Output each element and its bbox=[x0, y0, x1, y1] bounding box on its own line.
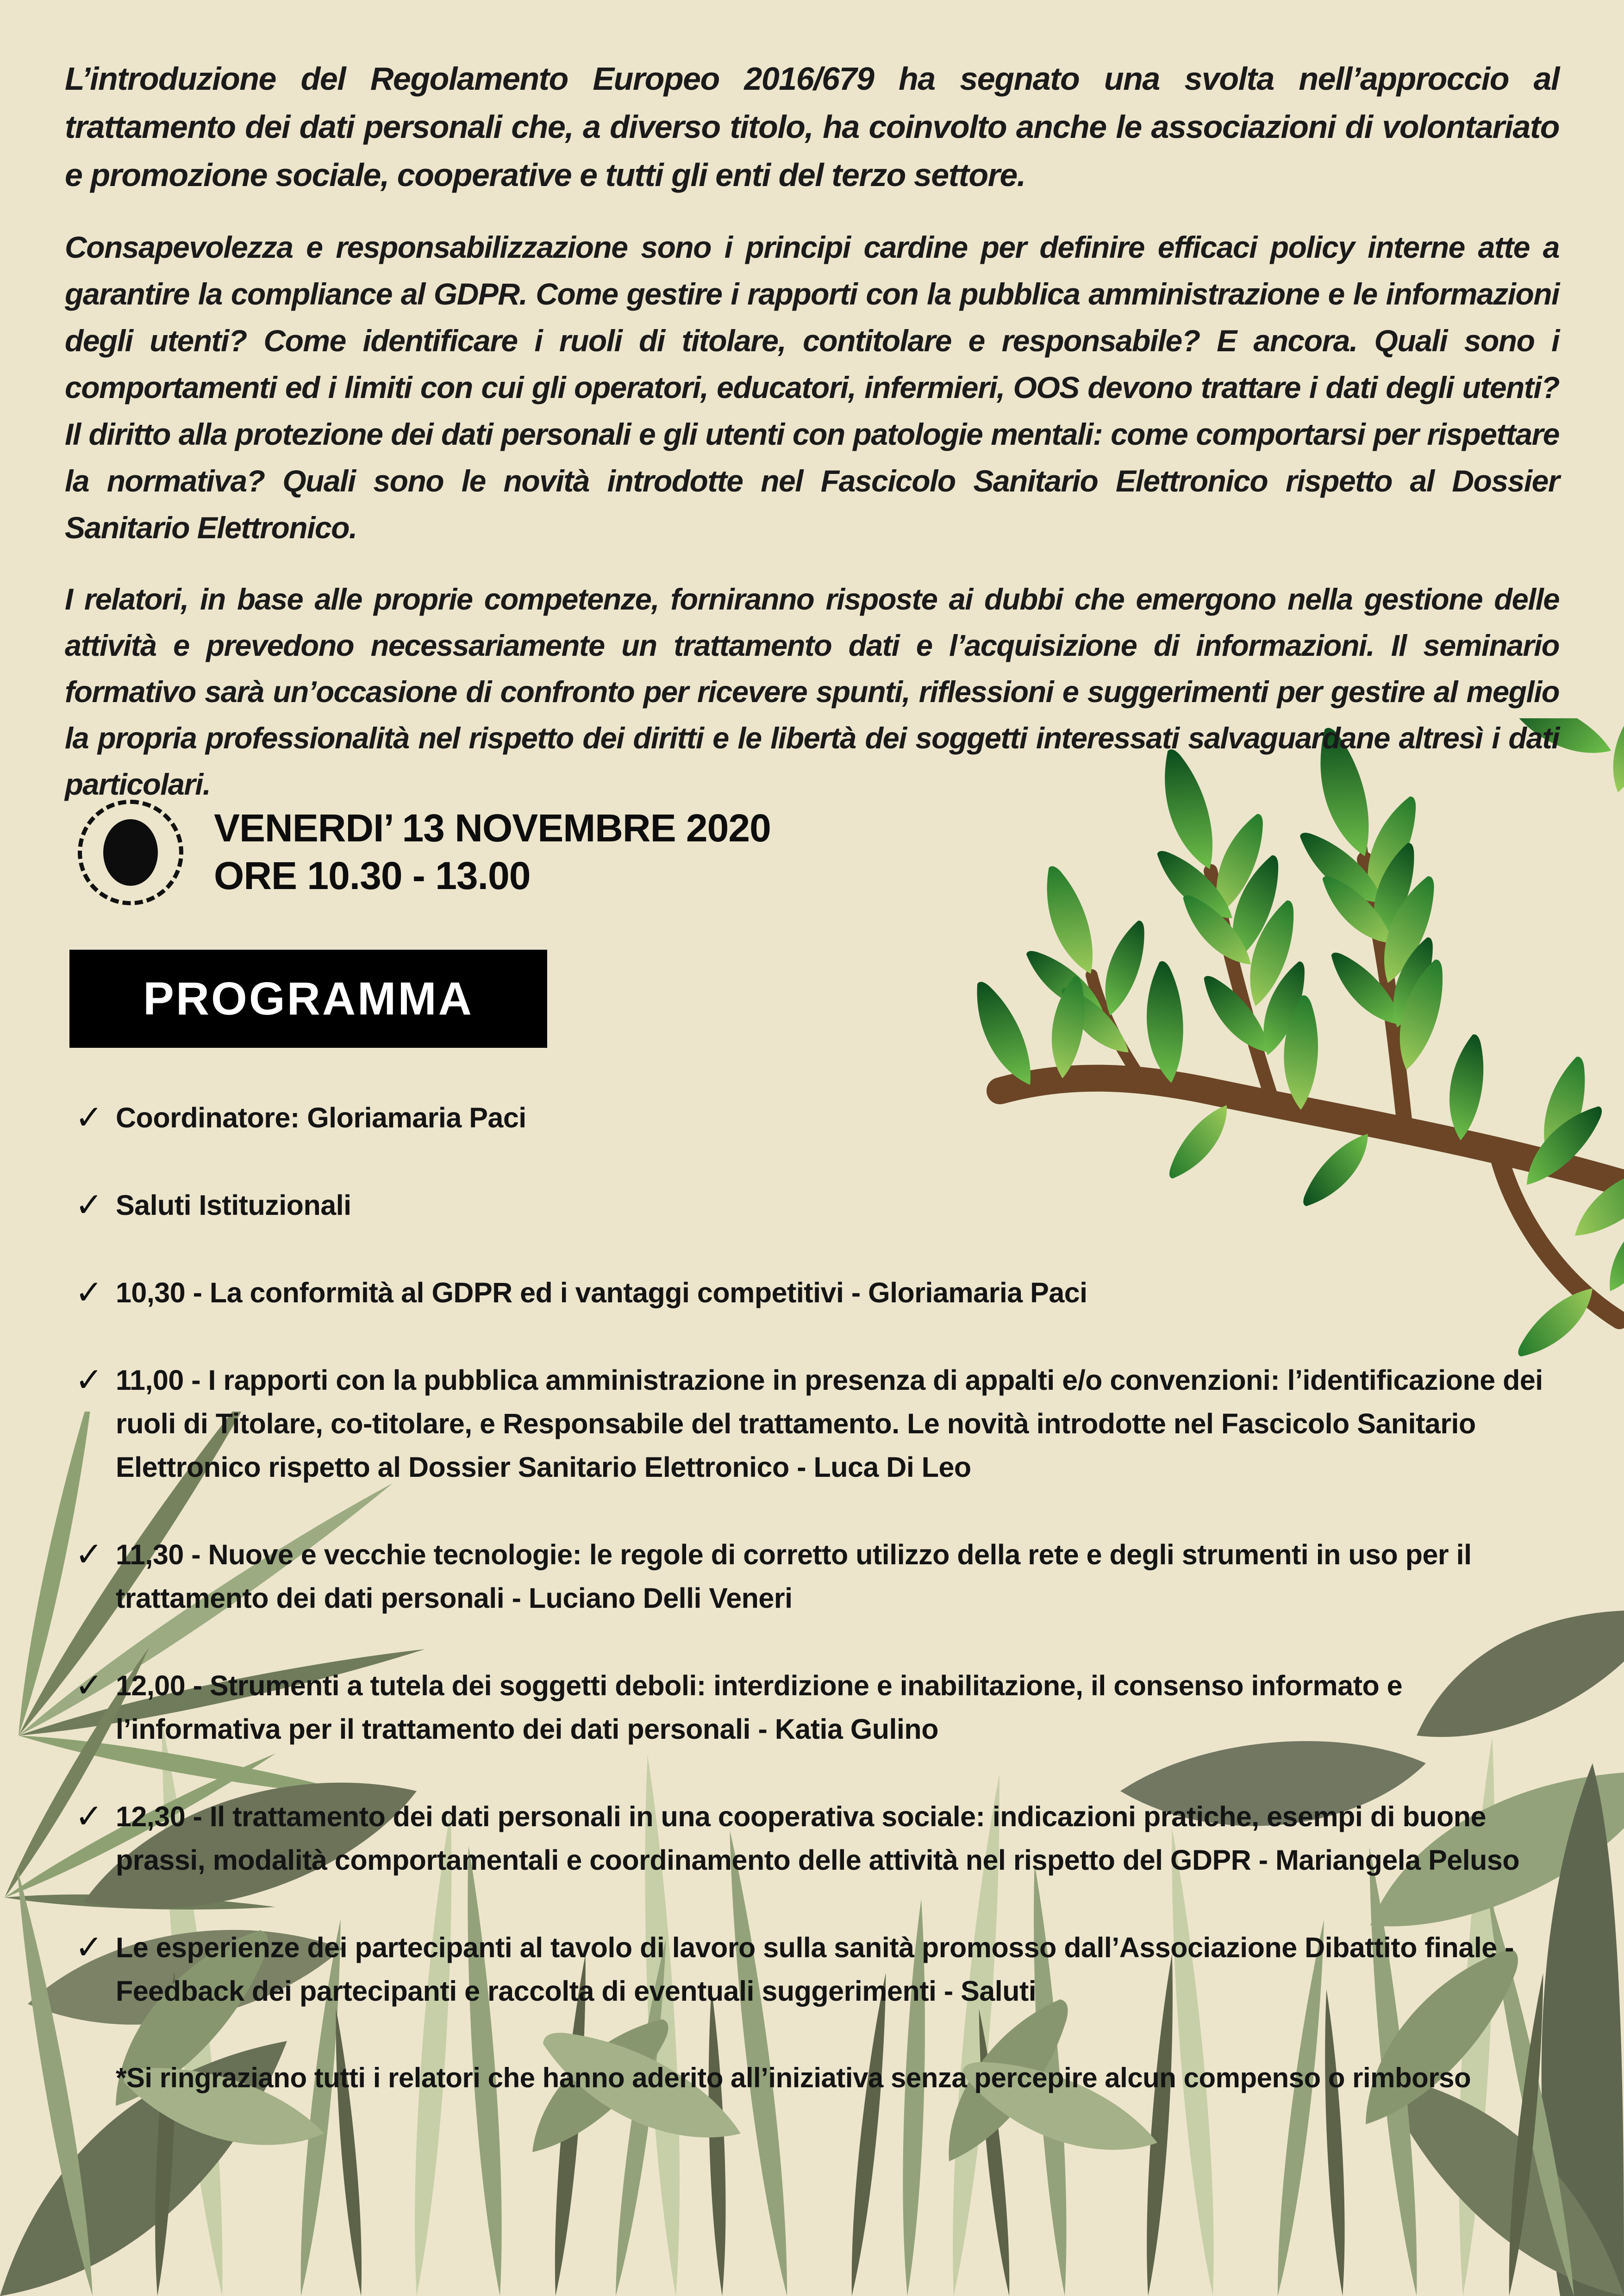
program-header bbox=[69, 950, 547, 1048]
intro-paragraph-3: I relatori, in base alle proprie competenze, forniranno risposte ai dubbi che emergono nella gestione delle attività e prevedono necessariamente un trattamento dati e l’acquisizione di informazioni. Il seminario formativo sarà un’occasione di confronto per ricevere spunti, riflessioni e suggerimenti per gestire al meglio la propria professionalità nel rispetto dei diritti e le libertà dei soggetti interessati salvaguardane altresì i dati particolari. bbox=[65, 582, 1559, 801]
program-header-label: PROGRAMMA bbox=[143, 972, 474, 1025]
list-item-text: Saluti Istituzionali bbox=[116, 1189, 351, 1221]
checkmark-icon: ✓ bbox=[75, 1929, 103, 1966]
list-item bbox=[75, 1795, 1561, 1882]
list-item-text: Le esperienze dei partecipanti al tavolo di lavoro sulla sanità promosso dall’Associazione Dibattito finale - Feedback dei partecipanti e raccolta di eventuali suggerimenti - Saluti bbox=[116, 1932, 1514, 2007]
list-item bbox=[75, 1183, 1561, 1227]
list-item-text: 12,00 - Strumenti a tutela dei soggetti deboli: interdizione e inabilitazione, il consenso informato e l’informativa per il trattamento dei dati personali - Katia Gulino bbox=[116, 1670, 1403, 1745]
list-item-text: 11,30 - Nuove e vecchie tecnologie: le regole di corretto utilizzo della rete e degli strumenti in uso per il trattamento dei dati personali - Luciano Delli Veneri bbox=[116, 1539, 1472, 1614]
intro-section bbox=[65, 55, 1559, 833]
list-item bbox=[75, 1664, 1561, 1751]
date-dot-fill bbox=[103, 819, 158, 886]
checkmark-icon: ✓ bbox=[75, 1798, 103, 1835]
date-dot-icon bbox=[78, 800, 183, 905]
event-time: ORE 10.30 - 13.00 bbox=[214, 854, 531, 897]
checkmark-icon: ✓ bbox=[75, 1536, 103, 1573]
event-datetime bbox=[214, 804, 771, 900]
program-list bbox=[75, 1096, 1561, 2099]
list-item-text: 11,00 - I rapporti con la pubblica amministrazione in presenza di appalti e/o convenzioni: l’identificazione dei ruoli di Titolare, co-titolare, e Responsabile del trattamento. Le novità introdotte nel Fascicolo Sanitario Elettronico rispetto al Dossier Sanitario Elettronico - Luca Di Leo bbox=[116, 1364, 1543, 1483]
event-date: VENERDI’ 13 NOVEMBRE 2020 bbox=[214, 806, 771, 850]
list-item bbox=[75, 1096, 1561, 1139]
list-item-text: 10,30 - La conformità al GDPR ed i vantaggi competitivi - Gloriamaria Paci bbox=[116, 1277, 1087, 1308]
list-item bbox=[75, 1271, 1561, 1314]
checkmark-icon: ✓ bbox=[75, 1274, 103, 1311]
list-item-text: 12,30 - Il trattamento dei dati personali in una cooperativa sociale: indicazioni pratiche, esempi di buone prassi, modalità comportamentali e coordinamento delle attività nel rispetto del GDPR - Mariangela Peluso bbox=[116, 1801, 1520, 1876]
list-item bbox=[75, 1358, 1561, 1489]
checkmark-icon: ✓ bbox=[75, 1187, 103, 1224]
checkmark-icon: ✓ bbox=[75, 1667, 103, 1704]
intro-paragraph-2: Consapevolezza e responsabilizzazione sono i principi cardine per definire efficaci policy interne atte a garantire la compliance al GDPR. Come gestire i rapporti con la pubblica amministrazione e le informazioni degli utenti? Come identificare i ruoli di titolare, contitolare e responsabile? E ancora. Quali sono i comportamenti ed i limiti con cui gli operatori, educatori, infermieri, OOS devono trattare i dati degli utenti? Il diritto alla protezione dei dati personali e gli utenti con patologie mentali: come comportarsi per rispettare la normativa? Quali sono le novità introdotte nel Fascicolo Sanitario Elettronico rispetto al Dossier Sanitario Elettronico. bbox=[65, 230, 1559, 545]
list-item bbox=[75, 1926, 1561, 2013]
list-item-text: Coordinatore: Gloriamaria Paci bbox=[116, 1102, 526, 1133]
intro-paragraph-1: L’introduzione del Regolamento Europeo 2016/679 ha segnato una svolta nell’approccio al trattamento dei dati personali che, a diverso titolo, ha coinvolto anche le associazioni di volontariato e promozione sociale, cooperative e tutti gli enti del terzo settore. bbox=[65, 61, 1559, 193]
checkmark-icon: ✓ bbox=[75, 1099, 103, 1136]
checkmark-icon: ✓ bbox=[75, 1362, 103, 1399]
list-item bbox=[75, 1533, 1561, 1620]
thanks-footnote: *Si ringraziano tutti i relatori che hanno aderito all’iniziativa senza percepire alcun compenso o rimborso bbox=[116, 2062, 1471, 2093]
